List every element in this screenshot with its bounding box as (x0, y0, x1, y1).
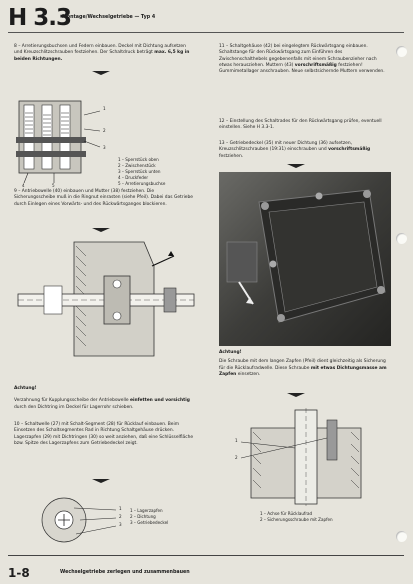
section-code: H 3.3 (8, 5, 72, 31)
legend-item: 2 – Zwischenstück (118, 163, 156, 168)
callout-label: 3 (119, 522, 122, 527)
binder-hole (396, 233, 407, 244)
legend-item: 1 – Lagerzapfen (130, 508, 163, 513)
achtung-right-title: Achtung! (219, 350, 242, 355)
step-13: 13 – Getriebedeckel (35) mit neuer Dichtung (36) aufsetzen, Kreuzschlitzschrauben (19:31) einschrauben und vorschriftsmäßig festziehen. (219, 141, 371, 159)
callout-label: 1 (119, 506, 122, 511)
figure-drive-shaft (14, 236, 199, 374)
callout-label: 2 (119, 514, 122, 519)
photo-gearbox-cover (219, 172, 391, 346)
footer-rule (8, 555, 404, 556)
achtung-left-title: Achtung! (14, 386, 37, 391)
legend-item: 2 – Sicherungsschraube mit Zapfen (260, 517, 333, 522)
achtung-right: Achtung! Die Schraube mit dem langen Zapfen (Pfeil) dient gleichzeitig als Sicherung für die Rücklaufradwelle. Diese Schraube mit etwas Dichtungsmasse am Zapfen einsetzen. (219, 350, 389, 378)
figure-bearing-pin (14, 488, 124, 550)
legend-item: 3 – Sperrstück unten (118, 169, 161, 174)
continue-marker-icon (92, 71, 110, 75)
legend-item: 2 – Dichtung (130, 514, 156, 519)
legend-item: 3 – Getriebedeckel (130, 520, 169, 525)
callout-label: 4 (22, 183, 25, 188)
callout-label: 2 (235, 455, 238, 460)
step-12: 12 – Einstellung des Schaltrades für den Rückwärtsgang prüfen, eventuell einstellen. Siehe H 3.3-1. (219, 119, 382, 131)
continue-marker-icon (92, 228, 110, 232)
page-number: 1-8 (8, 566, 30, 580)
continue-marker-icon (287, 393, 305, 397)
callout-label: 1 (103, 106, 106, 111)
page-title: Montage/Wechselgetriebe — Typ 4 (62, 15, 156, 20)
callout-label: 5 (52, 183, 55, 188)
footer-title: Wechselgetriebe zerlegen und zusammenbauen (60, 570, 190, 575)
callout-label: 3 (103, 145, 106, 150)
callout-label: 1 (235, 438, 238, 443)
step-11: 11 – Schaltgehäuse (42) bei eingelegtem Rückwärtsgang einbauen. Schaltstange für den Rückwärtsgang zum Einführen des Zwischenschalthebels gegebenenfalls mit einem Schraubenzieher nach etwas herausziehen. Muttern (43) vorschriftsmäßig festziehen! Gummimetallager anschrauben. Neue selbstsichernde Muttern verwenden. (219, 44, 385, 75)
header-rule (8, 32, 404, 33)
figure-reverse-gear-axle (231, 398, 391, 510)
step-9: 9 – Antriebswelle (40) einbauen und Mutter (38) festziehen. Die Sicherungsscheibe muß in die Ringnut einrasten (siehe Pfeil). Dabei das Getriebe durch Einlegen eines Vorwärts- und des Rückwärtsganges blockieren. (14, 189, 193, 207)
legend-item: 1 – Achse für Rücklaufrad (260, 511, 313, 516)
binder-hole (396, 46, 407, 57)
continue-marker-icon (92, 479, 110, 483)
achtung-left: Achtung! Verzahnung für Kupplungsscheibe der Antriebswelle einfetten und vorsichtig durch den Dichtring im Deckel für Lagerrohr schieben. (14, 386, 194, 411)
legend-item: 1 – Sperrstück oben (118, 157, 159, 162)
legend-item: 4 – Druckfeder (118, 175, 149, 180)
step-8: 8 – Arretierungsbuchsen und Federn einbauen. Deckel mit Dichtung aufsetzen und Kreuzschlitzschrauben festziehen. Der Schaltdruck beträgt max. 6,5 kg in beiden Richtungen. (14, 44, 190, 62)
binder-hole (396, 531, 407, 542)
continue-marker-icon (287, 164, 305, 168)
legend-item: 5 – Arretierungsbuchse (118, 181, 166, 186)
callout-label: 2 (103, 128, 106, 133)
step-10: 10 – Schaltwelle (27) mit Schalt-Segment (28) für Rücklauf einbauen. Beim Einsetzen des Schaltsegmentes Rad in Richtung Schaltgehäuse drücken. Lagerzapfen (29) mit Dichtringen (30) so weit anziehen, daß eine Schlüsselfläche bzw. Spitze des Lagerzapfens zum Getriebedeckel zeigt. (14, 422, 194, 446)
